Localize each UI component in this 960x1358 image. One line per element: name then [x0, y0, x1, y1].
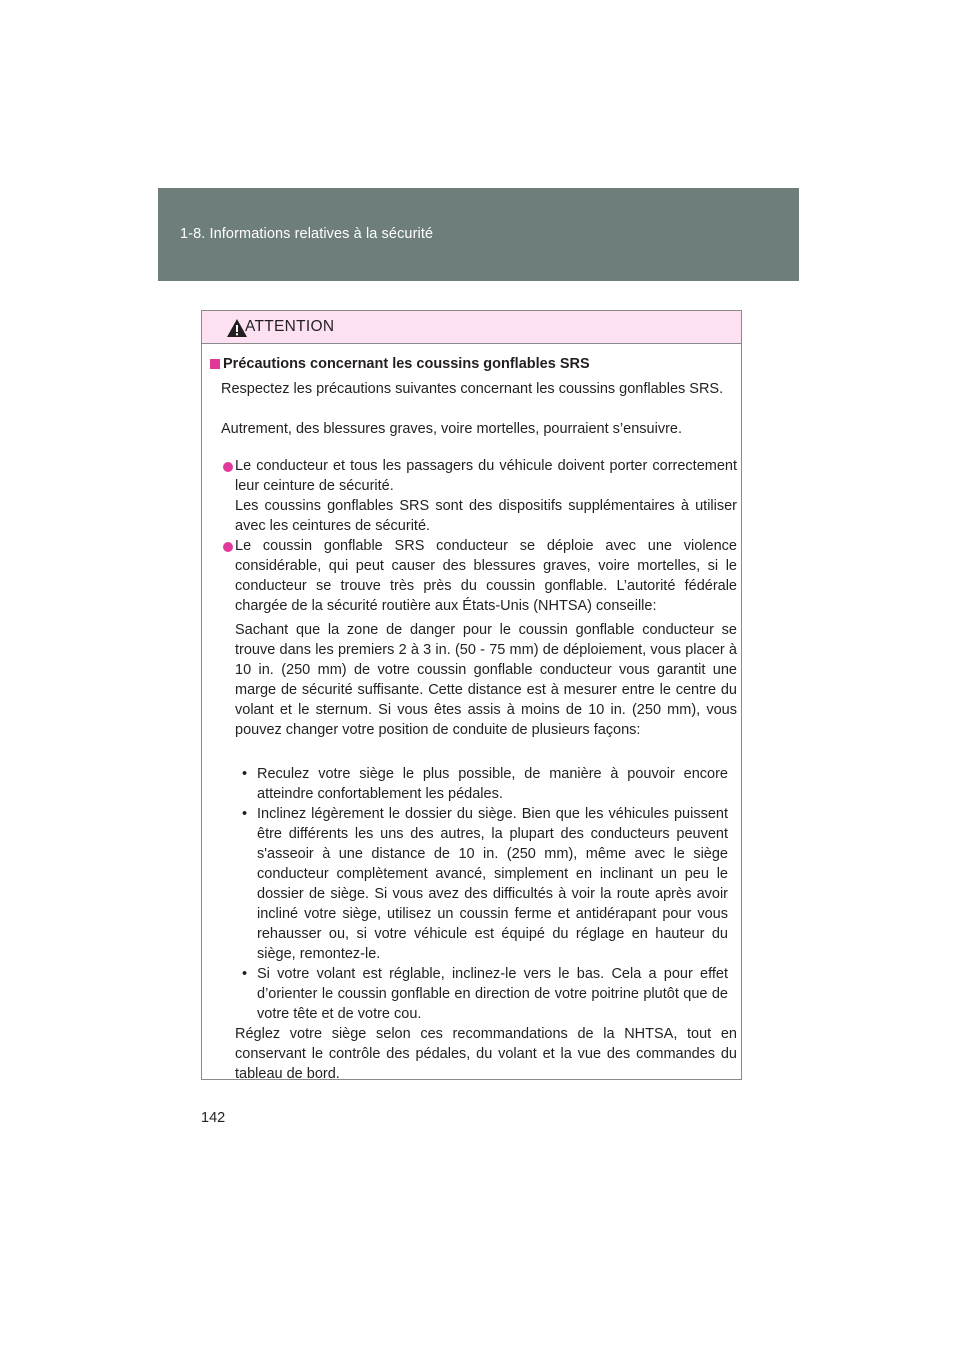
sub-item-3: Si votre volant est réglable, inclinez-le vers le bas. Cela a pour effet d’orienter le coussin gonflable en direction de votre poitrine plutôt que de votre tête et de votre cou. [257, 966, 728, 1022]
section-title: 1-8. Informations relatives à la sécurité [180, 226, 434, 242]
sub-bullet-marker: • [242, 806, 248, 822]
sub-bullet-marker: • [242, 766, 248, 782]
item-1-note: Les coussins gonflables SRS sont des dispositifs supplémentaires à utiliser avec les ceintures de sécurité. [235, 498, 737, 534]
caution-header [202, 311, 741, 344]
caution-heading: Précautions concernant les coussins gonflables SRS [223, 356, 590, 372]
item-1-text: Le conducteur et tous les passagers du véhicule doivent porter correctement leur ceinture de sécurité. [235, 458, 737, 494]
sub-item-2: Inclinez légèrement le dossier du siège. Bien que les véhicules puissent être différents les uns des autres, la plupart des conducteurs peuvent s'asseoir à une distance de 10 in. (250 mm), même avec le siège conducteur complètement avancé, simplement en inclinant un peu le dossier de siège. Si vous avez des difficultés à voir la route après avoir incliné votre siège, utilisez un coussin ferme et antidérapant pour vous rehausser ou, si votre véhicule est équipé du réglage en hauteur du siège, remontez-le. [257, 806, 728, 962]
sub-bullet-marker: • [242, 966, 248, 982]
section-header-band [158, 188, 799, 281]
item-2-nhtsa-advice: Sachant que la zone de danger pour le coussin gonflable conducteur se trouve dans les premiers 2 à 3 in. (50 - 75 mm) de déploiement, vous placer à 10 in. (250 mm) de votre coussin gonflable conducteur vous garantit une marge de sécurité suffisante. Cette distance est à mesurer entre le centre du volant et le sternum. Si vous êtes assis à moins de 10 in. (250 mm), vous pouvez changer votre position de conduite de plusieurs façons: [235, 622, 737, 738]
page-number: 142 [201, 1110, 226, 1126]
closing-text: Réglez votre siège selon ces recommandations de la NHTSA, tout en conservant le contrôle des pédales, du volant et la vue des commandes du tableau de bord. [235, 1026, 737, 1082]
caution-box [201, 310, 742, 1080]
item-2-text: Le coussin gonflable SRS conducteur se déploie avec une violence considérable, qui peut causer des blessures graves, voire mortelles, si le conducteur se trouve très près du coussin gonflable. L’autorité fédérale chargée de la sécurité routière aux États-Unis (NHTSA) conseille: [235, 538, 737, 614]
caution-label: ATTENTION [245, 318, 335, 335]
bullet-dot-icon [223, 542, 233, 552]
sub-item-1: Reculez votre siège le plus possible, de manière à pouvoir encore atteindre confortablement les pédales. [257, 766, 728, 802]
bullet-dot-icon [223, 462, 233, 472]
intro-text: Respectez les précautions suivantes concernant les coussins gonflables SRS. [221, 381, 724, 397]
intro-text-2: Autrement, des blessures graves, voire mortelles, pourraient s’ensuivre. [221, 421, 682, 437]
section-square-icon [210, 359, 220, 369]
